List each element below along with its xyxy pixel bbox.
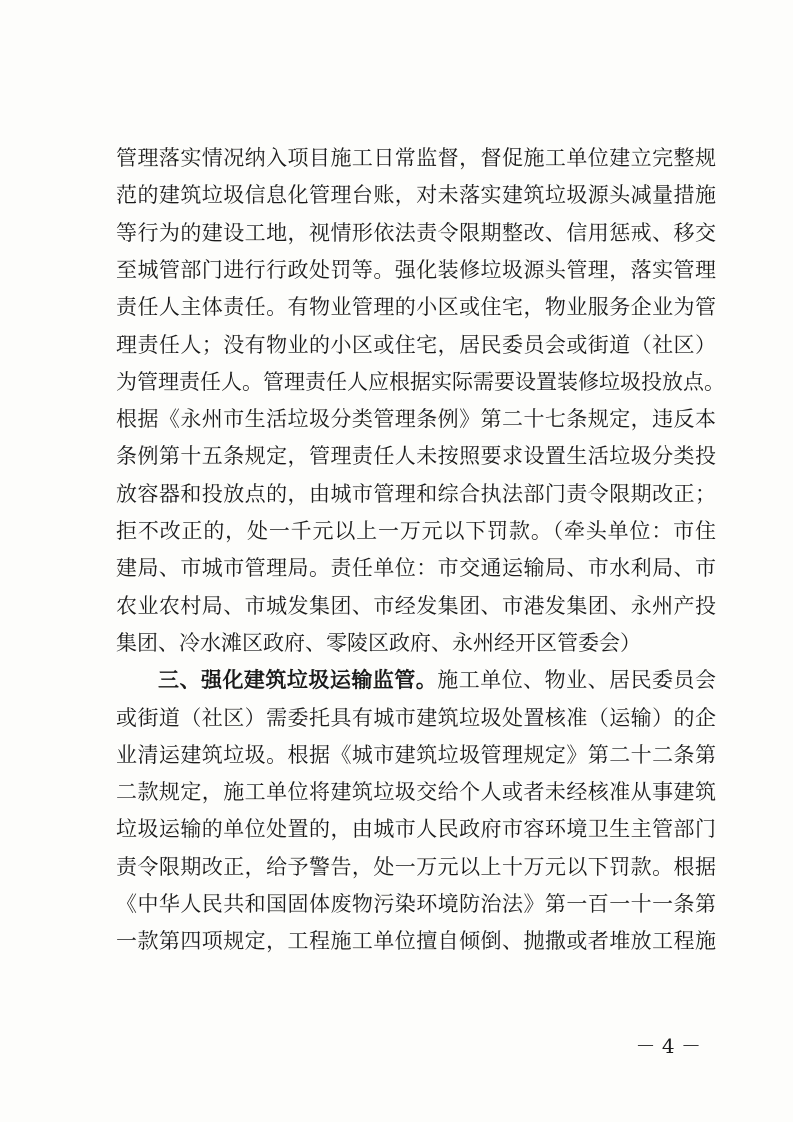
- text-line: 拒不改正的，处一千元以上一万元以下罚款。（牵头单位：市住: [116, 519, 716, 543]
- text-line: 二款规定，施工单位将建筑垃圾交给个人或者未经核准从事建筑: [116, 780, 716, 805]
- text-run: 施工单位、物业、居民委员会: [437, 668, 717, 693]
- text-line: [158, 665, 716, 695]
- text-line: 责任人主体责任。有物业管理的小区或住宅，物业服务企业为管: [116, 295, 716, 320]
- text-line: 农业农村局、市城发集团、市经发集团、市港发集团、永州产投: [116, 593, 716, 618]
- text-line: 集团、冷水滩区政府、零陵区政府、永州经开区管委会）: [116, 630, 641, 655]
- text-line: 责令限期改正，给予警告，处一万元以上十万元以下罚款。根据: [116, 854, 716, 879]
- text-line: 至城管部门进行行政处罚等。强化装修垃圾源头管理，落实管理: [116, 257, 716, 282]
- text-line: 垃圾运输的单位处置的，由城市人民政府市容环境卫生主管部门: [116, 817, 716, 842]
- section-heading: 三、强化建筑垃圾运输监管。: [158, 667, 438, 693]
- text-line: 管理落实情况纳入项目施工日常监督，督促施工单位建立完整规: [116, 146, 716, 170]
- text-line: 一款第四项规定，工程施工单位擅自倾倒、抛撒或者堆放工程施: [116, 929, 716, 954]
- text-line: 根据《永州市生活垃圾分类管理条例》第二十七条规定，违反本: [116, 407, 716, 432]
- text-line: 《中华人民共和国固体废物污染环境防治法》第一百一十一条第: [116, 892, 716, 916]
- text-line: 范的建筑垃圾信息化管理台账，对未落实建筑垃圾源头减量措施: [116, 183, 716, 208]
- text-line: 业清运建筑垃圾。根据《城市建筑垃圾管理规定》第二十二条第: [116, 742, 716, 767]
- page-number: － 4 －: [635, 1034, 701, 1058]
- text-line: 为管理责任人。管理责任人应根据实际需要设置装修垃圾投放点。: [116, 369, 725, 394]
- text-line: 理责任人；没有物业的小区或住宅，居民委员会或街道（社区）: [116, 332, 716, 357]
- text-line: 建局、市城市管理局。责任单位：市交通运输局、市水利局、市: [116, 556, 716, 581]
- text-line: 或街道（社区）需委托具有城市建筑垃圾处置核准（运输）的企: [116, 705, 716, 730]
- text-line: 条例第十五条规定，管理责任人未按照要求设置生活垃圾分类投: [116, 444, 716, 469]
- text-line: 等行为的建设工地，视情形依法责令限期整改、信用惩戒、移交: [116, 220, 716, 245]
- text-line: 放容器和投放点的，由城市管理和综合执法部门责令限期改正；: [116, 481, 716, 506]
